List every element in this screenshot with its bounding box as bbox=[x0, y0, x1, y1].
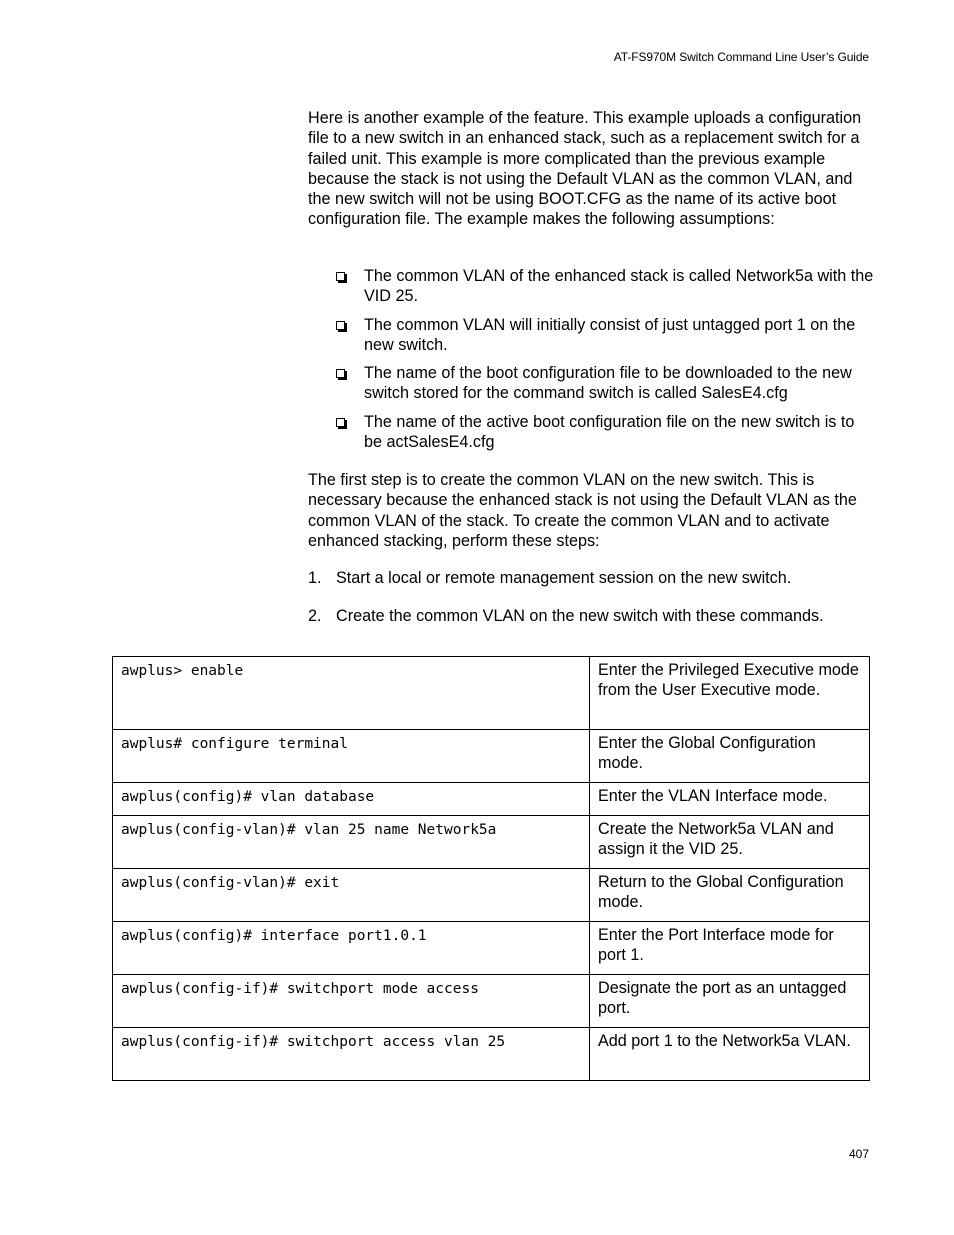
list-item bbox=[336, 363, 876, 404]
table-row bbox=[113, 922, 870, 975]
table-row bbox=[113, 869, 870, 922]
list-item bbox=[336, 315, 876, 356]
step-item bbox=[308, 606, 888, 626]
description-cell: Enter the Global Configuration mode. bbox=[590, 730, 870, 783]
checkbox-bullet-icon bbox=[336, 272, 345, 281]
checkbox-bullet-icon bbox=[336, 369, 345, 378]
step-number: 2. bbox=[308, 607, 322, 625]
description-cell: Return to the Global Configuration mode. bbox=[590, 869, 870, 922]
description-cell: Enter the Privileged Executive mode from the User Executive mode. bbox=[590, 657, 870, 730]
description-cell: Create the Network5a VLAN and assign it the VID 25. bbox=[590, 816, 870, 869]
step-text: Start a local or remote management session on the new switch. bbox=[336, 569, 792, 587]
assumptions-list bbox=[336, 266, 876, 460]
table-row bbox=[113, 816, 870, 869]
running-header: AT-FS970M Switch Command Line User’s Guide bbox=[613, 50, 869, 64]
bullet-text: The name of the active boot configuration file on the new switch is to be actSalesE4.cfg bbox=[364, 412, 855, 452]
description-cell: Designate the port as an untagged port. bbox=[590, 975, 870, 1028]
command-cell: awplus(config-if)# switchport mode access bbox=[113, 975, 590, 1028]
bullet-text: The name of the boot configuration file to be downloaded to the new switch stored for the command switch is called SalesE4.cfg bbox=[364, 364, 852, 403]
list-item bbox=[336, 412, 876, 453]
intro-paragraph: Here is another example of the feature. This example uploads a configuration file to a new switch in an enhanced stack, such as a replacement switch for a failed unit. This example is more complicated than the previous example because the stack is not using the Default VLAN as the common VLAN, and the new switch will not be using BOOT.CFG as the name of its active boot configuration file. The example makes the following assumptions: bbox=[308, 109, 862, 229]
checkbox-bullet-icon bbox=[336, 418, 345, 427]
command-table bbox=[112, 656, 870, 1081]
table-row bbox=[113, 975, 870, 1028]
checkbox-bullet-icon bbox=[336, 321, 345, 330]
bullet-text: The common VLAN of the enhanced stack is called Network5a with the VID 25. bbox=[364, 267, 874, 306]
steps-intro-paragraph: The first step is to create the common VLAN on the new switch. This is necessary because the enhanced stack is not using the Default VLAN as the common VLAN of the stack. To create the common VLAN and to activate enhanced stacking, perform these steps: bbox=[308, 471, 857, 550]
table-row bbox=[113, 730, 870, 783]
table-row bbox=[113, 1028, 870, 1081]
description-cell: Enter the Port Interface mode for port 1. bbox=[590, 922, 870, 975]
description-cell: Enter the VLAN Interface mode. bbox=[590, 783, 870, 816]
command-cell: awplus(config-if)# switchport access vlan 25 bbox=[113, 1028, 590, 1081]
step-number: 1. bbox=[308, 569, 322, 587]
command-cell: awplus(config-vlan)# exit bbox=[113, 869, 590, 922]
description-cell: Add port 1 to the Network5a VLAN. bbox=[590, 1028, 870, 1081]
command-cell: awplus(config)# vlan database bbox=[113, 783, 590, 816]
bullet-text: The common VLAN will initially consist of just untagged port 1 on the new switch. bbox=[364, 315, 856, 354]
table-row bbox=[113, 783, 870, 816]
step-item bbox=[308, 568, 888, 588]
step-text: Create the common VLAN on the new switch with these commands. bbox=[336, 607, 824, 625]
command-cell: awplus# configure terminal bbox=[113, 730, 590, 783]
table-row bbox=[113, 657, 870, 730]
command-cell: awplus(config-vlan)# vlan 25 name Network5a bbox=[113, 816, 590, 869]
list-item bbox=[336, 266, 876, 307]
page-number: 407 bbox=[848, 1147, 869, 1161]
command-cell: awplus> enable bbox=[113, 657, 590, 730]
command-cell: awplus(config)# interface port1.0.1 bbox=[113, 922, 590, 975]
